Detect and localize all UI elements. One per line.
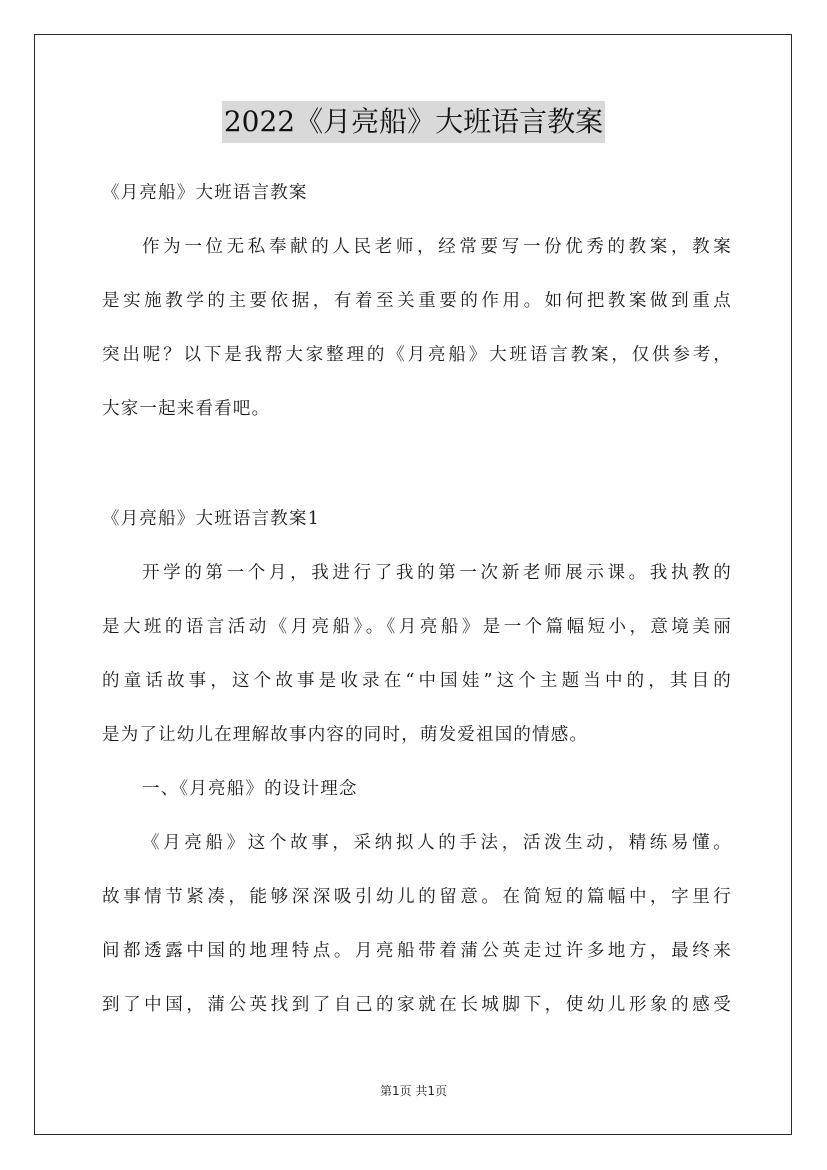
paragraph-line: 间都透露中国的地理特点。月亮船带着蒲公英走过许多地方，最终来 (102, 941, 732, 961)
paragraph-line: 大家一起来看看吧。 (102, 399, 271, 419)
paragraph-line: 的童话故事，这个故事是收录在“中国娃”这个主题当中的，其目的 (102, 671, 732, 691)
page-number-footer: 第1页 共1页 (379, 1084, 448, 1098)
subtitle-line: 《月亮船》大班语言教案 (102, 183, 308, 203)
section-heading: 《月亮船》大班语言教案1 (102, 509, 321, 529)
paragraph-line: 突出呢？以下是我帮大家整理的《月亮船》大班语言教案，仅供参考， (102, 345, 732, 365)
paragraph-line: 是大班的语言活动《月亮船》。《月亮船》是一个篇幅短小，意境美丽 (102, 617, 732, 637)
subsection-heading: 一、《月亮船》的设计理念 (142, 779, 358, 799)
paragraph-line: 《月亮船》这个故事，采纳拟人的手法，活泼生动，精练易懂。 (142, 833, 732, 853)
title-container (0, 101, 827, 143)
paragraph-line: 开学的第一个月，我进行了我的第一次新老师展示课。我执教的 (142, 563, 732, 583)
paragraph-line: 作为一位无私奉献的人民老师，经常要写一份优秀的教案，教案 (142, 237, 732, 257)
paragraph-line: 是实施教学的主要依据，有着至关重要的作用。如何把教案做到重点 (102, 291, 732, 311)
paragraph-line: 是为了让幼儿在理解故事内容的同时，萌发爱祖国的情感。 (102, 725, 589, 745)
document-title: 2022《月亮船》大班语言教案 (222, 101, 605, 143)
paragraph-line: 到了中国，蒲公英找到了自己的家就在长城脚下，使幼儿形象的感受 (102, 995, 732, 1015)
paragraph-line: 故事情节紧凑，能够深深吸引幼儿的留意。在简短的篇幅中，字里行 (102, 887, 732, 907)
